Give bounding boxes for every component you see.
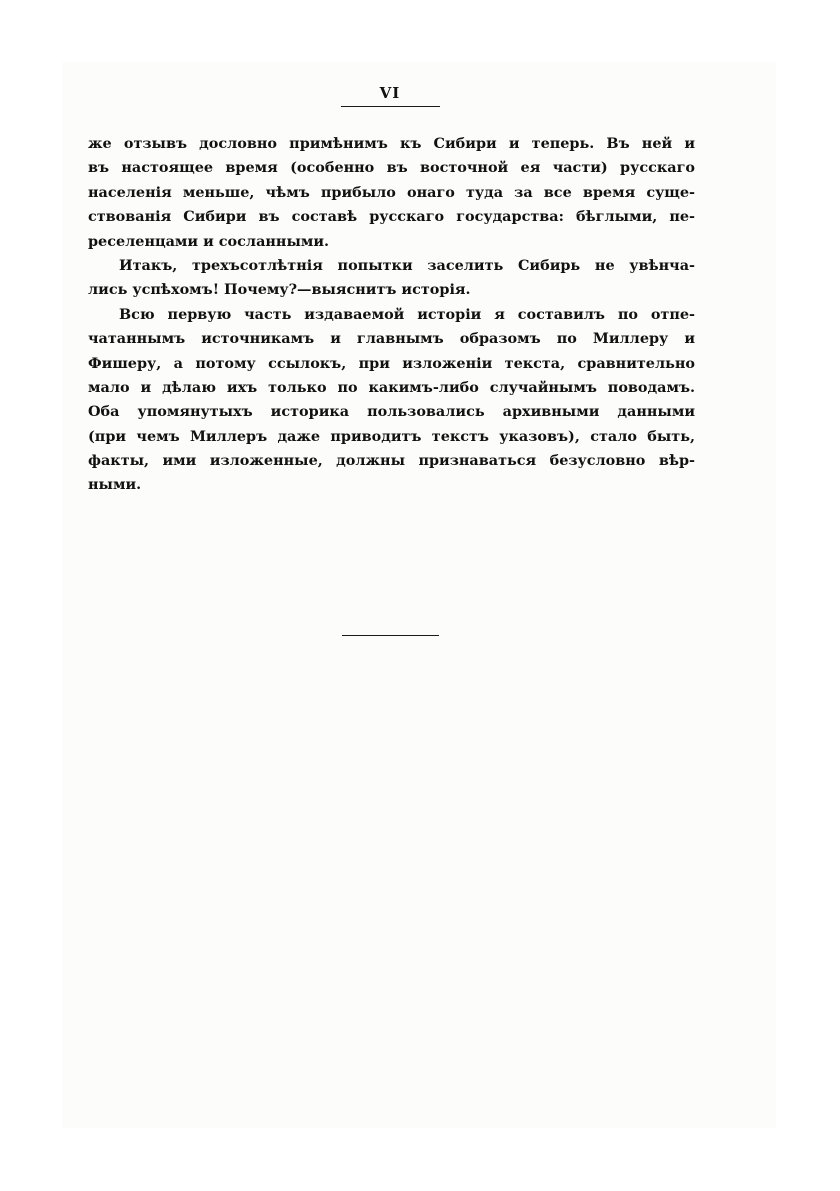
text-line: (при чемъ Миллеръ даже приводитъ текстъ указовъ), стало быть, <box>88 427 695 445</box>
page-number: VI <box>379 84 401 102</box>
end-rule <box>342 635 439 636</box>
body-text <box>88 132 695 498</box>
text-line: чатаннымъ источникамъ и главнымъ образомъ по Миллеру и <box>88 330 695 348</box>
text-line: Всю первую часть издаваемой исторіи я составилъ по отпе- <box>119 305 695 323</box>
text-line: же отзывъ дословно примѣнимъ къ Сибири и теперь. Въ ней и <box>88 135 695 152</box>
text-line: ствованія Сибири въ составѣ русскаго государства: бѣглыми, пе- <box>88 208 695 226</box>
text-line: населенія меньше, чѣмъ прибыло онаго туда за все время суще- <box>88 183 695 201</box>
text-line: Оба упомянутыхъ историка пользовались архивными данными <box>88 403 695 421</box>
header-rule <box>341 106 440 107</box>
text-line: реселенцами и сосланными. <box>88 232 330 250</box>
text-line: мало и дѣлаю ихъ только по какимъ-либо случайнымъ поводамъ. <box>88 378 695 396</box>
text-line: Фишеру, а потому ссылокъ, при изложеніи текста, сравнительно <box>88 354 695 372</box>
text-line: Итакъ, трехъсотлѣтнія попытки заселить Сибирь не увѣнча- <box>119 256 695 274</box>
text-line: ными. <box>88 476 142 494</box>
text-line: факты, ими изложенные, должны признаваться безусловно вѣр- <box>88 452 695 470</box>
text-line: въ настоящее время (особенно въ восточной ея части) русскаго <box>88 159 695 177</box>
text-line: лись успѣхомъ! Почему?—выяснитъ исторія. <box>88 281 471 299</box>
